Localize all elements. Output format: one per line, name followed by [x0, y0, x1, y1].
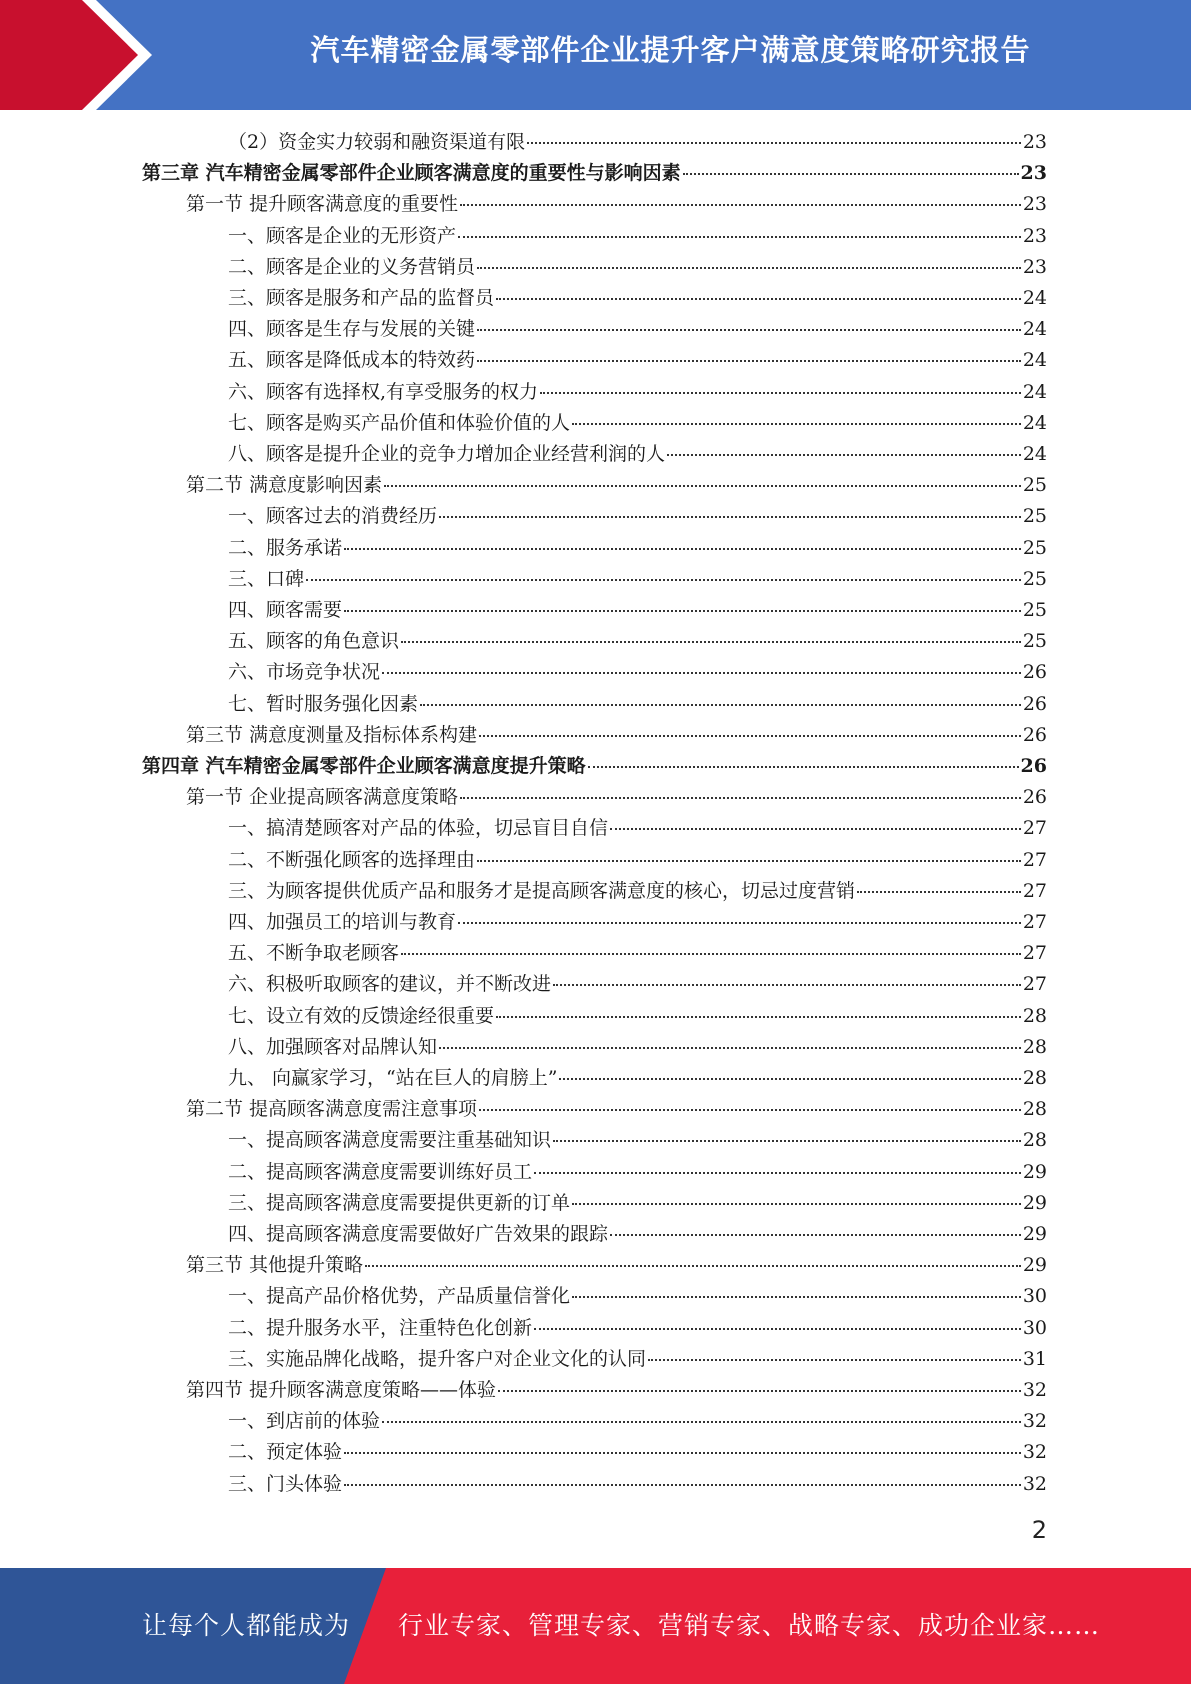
- toc-entry-title: 一、搞清楚顾客对产品的体验，切忌盲目自信: [228, 817, 609, 840]
- toc-entry-title: 二、服务承诺: [228, 536, 343, 559]
- toc-entry-title: 三、顾客是服务和产品的监督员: [228, 287, 495, 309]
- page-number: 2: [1031, 1516, 1047, 1544]
- footer-slogan-right: 行业专家、管理专家、营销专家、战略专家、成功企业家……: [398, 1611, 1101, 1640]
- toc-dot-leader: [477, 360, 1021, 362]
- toc-entry[interactable]: [186, 189, 1047, 220]
- toc-entry-title: 八、加强顾客对品牌认知: [228, 1035, 438, 1058]
- toc-dot-leader: [534, 1172, 1021, 1174]
- toc-entry-page: 23: [1020, 162, 1047, 185]
- toc-dot-leader: [540, 392, 1021, 394]
- toc-entry[interactable]: [228, 1125, 1047, 1156]
- toc-entry-title: 二、提高顾客满意度需要训练好员工: [228, 1160, 533, 1183]
- toc-dot-leader: [496, 298, 1021, 300]
- toc-dot-leader: [559, 1078, 1020, 1080]
- toc-entry-title: 四、顾客是生存与发展的关键: [228, 318, 476, 341]
- toc-entry-page: 27: [1022, 879, 1047, 902]
- toc-entry-title: 五、顾客的角色意识: [228, 630, 400, 653]
- toc-entry-title: 七、设立有效的反馈途经很重要: [228, 1004, 495, 1027]
- toc-entry-page: 24: [1022, 349, 1047, 372]
- toc-dot-leader: [382, 1421, 1021, 1423]
- header-arrow-icon: [0, 0, 160, 110]
- toc-entry-title: 二、顾客是企业的义务营销员: [228, 255, 476, 278]
- toc-entry[interactable]: [186, 720, 1047, 751]
- toc-dot-leader: [610, 1234, 1021, 1236]
- toc-entry-page: 27: [1022, 973, 1047, 996]
- footer-slogan-left: 让每个人都能成为: [142, 1611, 351, 1640]
- toc-entry[interactable]: [228, 221, 1047, 252]
- toc-entry-page: 25: [1022, 474, 1047, 497]
- toc-entry-title: 第四章 汽车精密金属零部件企业顾客满意度提升策略: [142, 755, 586, 777]
- toc-entry-page: 23: [1022, 224, 1047, 247]
- toc-entry[interactable]: [228, 1219, 1047, 1250]
- toc-entry[interactable]: [228, 127, 1047, 158]
- toc-dot-leader: [572, 1203, 1021, 1205]
- toc-entry-page: 32: [1022, 1472, 1047, 1495]
- toc-entry-page: 23: [1022, 131, 1047, 153]
- toc-entry-page: 26: [1022, 723, 1047, 746]
- toc-dot-leader: [534, 1328, 1021, 1330]
- toc-entry[interactable]: [228, 907, 1047, 938]
- toc-entry-page: 29: [1022, 1191, 1047, 1214]
- toc-entry[interactable]: [228, 657, 1047, 688]
- toc-entry-title: 二、提升服务水平，注重特色化创新: [228, 1316, 533, 1339]
- toc-entry-title: 五、不断争取老顾客: [228, 942, 400, 965]
- toc-dot-leader: [460, 204, 1021, 206]
- toc-entry-title: 第三章 汽车精密金属零部件企业顾客满意度的重要性与影响因素: [142, 162, 681, 185]
- toc-entry-title: 七、顾客是购买产品价值和体验价值的人: [228, 411, 571, 434]
- toc-entry-page: 32: [1022, 1379, 1047, 1401]
- toc-entry-page: 24: [1022, 380, 1047, 403]
- toc-dot-leader: [610, 828, 1021, 830]
- toc-entry-title: 三、为顾客提供优质产品和服务才是提高顾客满意度的核心，切忌过度营销: [228, 879, 856, 902]
- toc-entry-title: 一、提高产品价格优势，产品质量信誉化: [228, 1285, 571, 1308]
- toc-dot-leader: [572, 423, 1021, 425]
- toc-entry[interactable]: [228, 1281, 1047, 1312]
- toc-entry-title: 第四节 提升顾客满意度策略——体验: [186, 1379, 497, 1401]
- toc-entry[interactable]: [228, 845, 1047, 876]
- toc-dot-leader: [460, 797, 1021, 799]
- toc-entry-title: 第一节 企业提高顾客满意度策略: [186, 786, 459, 809]
- toc-entry[interactable]: [186, 1375, 1047, 1406]
- toc-entry[interactable]: [228, 377, 1047, 408]
- toc-entry[interactable]: [228, 1344, 1047, 1375]
- toc-entry-page: 28: [1022, 1129, 1047, 1152]
- toc-entry[interactable]: [228, 252, 1047, 283]
- toc-entry[interactable]: [228, 1188, 1047, 1219]
- toc-entry-title: 一、提高顾客满意度需要注重基础知识: [228, 1129, 552, 1152]
- toc-entry-page: 30: [1022, 1285, 1047, 1308]
- toc-entry-title: 第三节 其他提升策略: [186, 1254, 364, 1277]
- toc-entry-title: 二、不断强化顾客的选择理由: [228, 848, 476, 871]
- toc-dot-leader: [401, 953, 1021, 955]
- toc-entry[interactable]: [142, 158, 1047, 189]
- toc-entry-page: 25: [1022, 505, 1047, 528]
- toc-dot-leader: [344, 548, 1021, 550]
- toc-dot-leader: [344, 1452, 1021, 1454]
- toc-dot-leader: [667, 454, 1021, 456]
- toc-entry-title: 八、顾客是提升企业的竞争力增加企业经营利润的人: [228, 443, 666, 465]
- toc-entry[interactable]: [228, 408, 1047, 439]
- toc-entry[interactable]: [228, 626, 1047, 657]
- toc-entry-page: 24: [1022, 287, 1047, 309]
- toc-entry-page: 28: [1022, 1067, 1047, 1089]
- toc-entry[interactable]: [228, 969, 1047, 1000]
- toc-dot-leader: [527, 142, 1021, 144]
- toc-entry[interactable]: [228, 1063, 1047, 1094]
- toc-entry-page: 29: [1022, 1254, 1047, 1277]
- toc-entry-title: 四、加强员工的培训与教育: [228, 911, 457, 933]
- toc-dot-leader: [384, 485, 1021, 487]
- toc-entry-page: 28: [1022, 1004, 1047, 1027]
- toc-entry-title: 一、到店前的体验: [228, 1410, 381, 1433]
- toc-entry-page: 23: [1022, 193, 1047, 216]
- toc-entry-title: 六、市场竞争状况: [228, 661, 381, 684]
- toc-entry-page: 28: [1022, 1035, 1047, 1058]
- toc-entry[interactable]: [228, 345, 1047, 376]
- page-footer: [0, 1568, 1191, 1684]
- toc-entry[interactable]: [228, 689, 1047, 720]
- toc-entry[interactable]: [186, 1250, 1047, 1281]
- toc-entry-page: 26: [1022, 786, 1047, 809]
- toc-entry-page: 27: [1022, 817, 1047, 840]
- toc-entry-page: 27: [1022, 942, 1047, 965]
- toc-entry-title: 三、提高顾客满意度需要提供更新的订单: [228, 1191, 571, 1214]
- toc-entry[interactable]: [228, 876, 1047, 907]
- toc-dot-leader: [420, 704, 1021, 706]
- toc-entry-title: 四、顾客需要: [228, 599, 343, 621]
- toc-entry[interactable]: [228, 501, 1047, 532]
- toc-dot-leader: [553, 1140, 1021, 1142]
- toc-dot-leader: [439, 516, 1021, 518]
- toc-entry-page: 27: [1022, 848, 1047, 871]
- toc-entry-title: 五、顾客是降低成本的特效药: [228, 349, 476, 372]
- toc-dot-leader: [683, 173, 1019, 175]
- toc-dot-leader: [553, 984, 1021, 986]
- toc-dot-leader: [401, 641, 1021, 643]
- toc-entry-title: （2）资金实力较弱和融资渠道有限: [228, 131, 526, 153]
- toc-entry-title: 三、口碑: [228, 567, 305, 590]
- toc-entry[interactable]: [228, 1032, 1047, 1063]
- toc-entry[interactable]: [228, 813, 1047, 844]
- toc-entry[interactable]: [228, 595, 1047, 626]
- toc-entry-page: 29: [1022, 1223, 1047, 1245]
- toc-dot-leader: [479, 1109, 1021, 1111]
- toc-entry-title: 七、暂时服务强化因素: [228, 692, 419, 715]
- toc-entry[interactable]: [228, 1406, 1047, 1437]
- toc-dot-leader: [648, 1359, 1021, 1361]
- toc-entry[interactable]: [228, 533, 1047, 564]
- toc-entry-page: 25: [1022, 536, 1047, 559]
- toc-dot-leader: [458, 922, 1021, 924]
- toc-dot-leader: [479, 735, 1021, 737]
- toc-entry-page: 32: [1022, 1410, 1047, 1433]
- toc-entry-page: 25: [1022, 599, 1047, 621]
- toc-entry[interactable]: [142, 751, 1047, 782]
- toc-entry-title: 六、顾客有选择权,有享受服务的权力: [228, 380, 539, 403]
- toc-dot-leader: [857, 891, 1021, 893]
- toc-entry-page: 24: [1022, 443, 1047, 465]
- toc-entry-title: 第二节 满意度影响因素: [186, 474, 383, 497]
- toc-entry-page: 26: [1022, 661, 1047, 684]
- toc-entry-title: 六、积极听取顾客的建议，并不断改进: [228, 973, 552, 996]
- toc-entry-page: 24: [1022, 318, 1047, 341]
- toc-entry-title: 三、门头体验: [228, 1472, 343, 1495]
- toc-entry-title: 三、实施品牌化战略，提升客户对企业文化的认同: [228, 1347, 647, 1370]
- toc-dot-leader: [458, 236, 1021, 238]
- toc-entry-page: 26: [1022, 692, 1047, 715]
- toc-dot-leader: [382, 672, 1021, 674]
- toc-entry[interactable]: [228, 1313, 1047, 1344]
- toc-entry[interactable]: [186, 1094, 1047, 1125]
- toc-dot-leader: [572, 1296, 1021, 1298]
- toc-dot-leader: [496, 1016, 1021, 1018]
- toc-entry-page: 24: [1022, 411, 1047, 434]
- toc-entry-title: 四、提高顾客满意度需要做好广告效果的跟踪: [228, 1223, 609, 1245]
- toc-entry[interactable]: [228, 1437, 1047, 1468]
- toc-dot-leader: [306, 579, 1021, 581]
- toc-dot-leader: [477, 860, 1021, 862]
- toc-entry[interactable]: [228, 283, 1047, 314]
- toc-entry-page: 32: [1022, 1441, 1047, 1464]
- toc-entry-page: 28: [1022, 1098, 1047, 1121]
- toc-dot-leader: [365, 1265, 1021, 1267]
- toc-entry-page: 27: [1022, 911, 1047, 933]
- toc-dot-leader: [588, 766, 1019, 768]
- toc-entry-title: 一、顾客是企业的无形资产: [228, 224, 457, 247]
- toc-entry-page: 31: [1022, 1347, 1047, 1370]
- toc-entry-title: 第二节 提高顾客满意度需注意事项: [186, 1098, 478, 1121]
- toc-entry[interactable]: [228, 1469, 1047, 1500]
- page-header: [0, 0, 1191, 110]
- toc-entry-title: 九、 向赢家学习，“站在巨人的肩膀上”: [228, 1067, 558, 1089]
- toc-entry-page: 30: [1022, 1316, 1047, 1339]
- toc-entry-page: 29: [1022, 1160, 1047, 1183]
- toc-entry-page: 25: [1022, 567, 1047, 590]
- toc-entry[interactable]: [228, 439, 1047, 470]
- toc-entry[interactable]: [228, 938, 1047, 969]
- toc-dot-leader: [498, 1390, 1021, 1392]
- toc-entry-title: 第三节 满意度测量及指标体系构建: [186, 723, 478, 746]
- toc-entry-page: 25: [1022, 630, 1047, 653]
- toc-entry-title: 二、预定体验: [228, 1441, 343, 1464]
- document-title: 汽车精密金属零部件企业提升客户满意度策略研究报告: [310, 33, 1031, 67]
- toc-entry-page: 23: [1022, 255, 1047, 278]
- toc-entry-title: 一、顾客过去的消费经历: [228, 505, 438, 528]
- toc-dot-leader: [439, 1047, 1021, 1049]
- toc-entry[interactable]: [228, 1001, 1047, 1032]
- toc-dot-leader: [344, 610, 1021, 612]
- toc-entry[interactable]: [228, 564, 1047, 595]
- toc-entry[interactable]: [186, 782, 1047, 813]
- toc-dot-leader: [344, 1484, 1021, 1486]
- toc-entry[interactable]: [228, 314, 1047, 345]
- toc-entry-title: 第一节 提升顾客满意度的重要性: [186, 193, 459, 216]
- toc-dot-leader: [477, 267, 1021, 269]
- toc-entry-page: 26: [1020, 755, 1047, 777]
- toc-entry[interactable]: [186, 470, 1047, 501]
- toc-dot-leader: [477, 329, 1021, 331]
- toc-entry[interactable]: [228, 1157, 1047, 1188]
